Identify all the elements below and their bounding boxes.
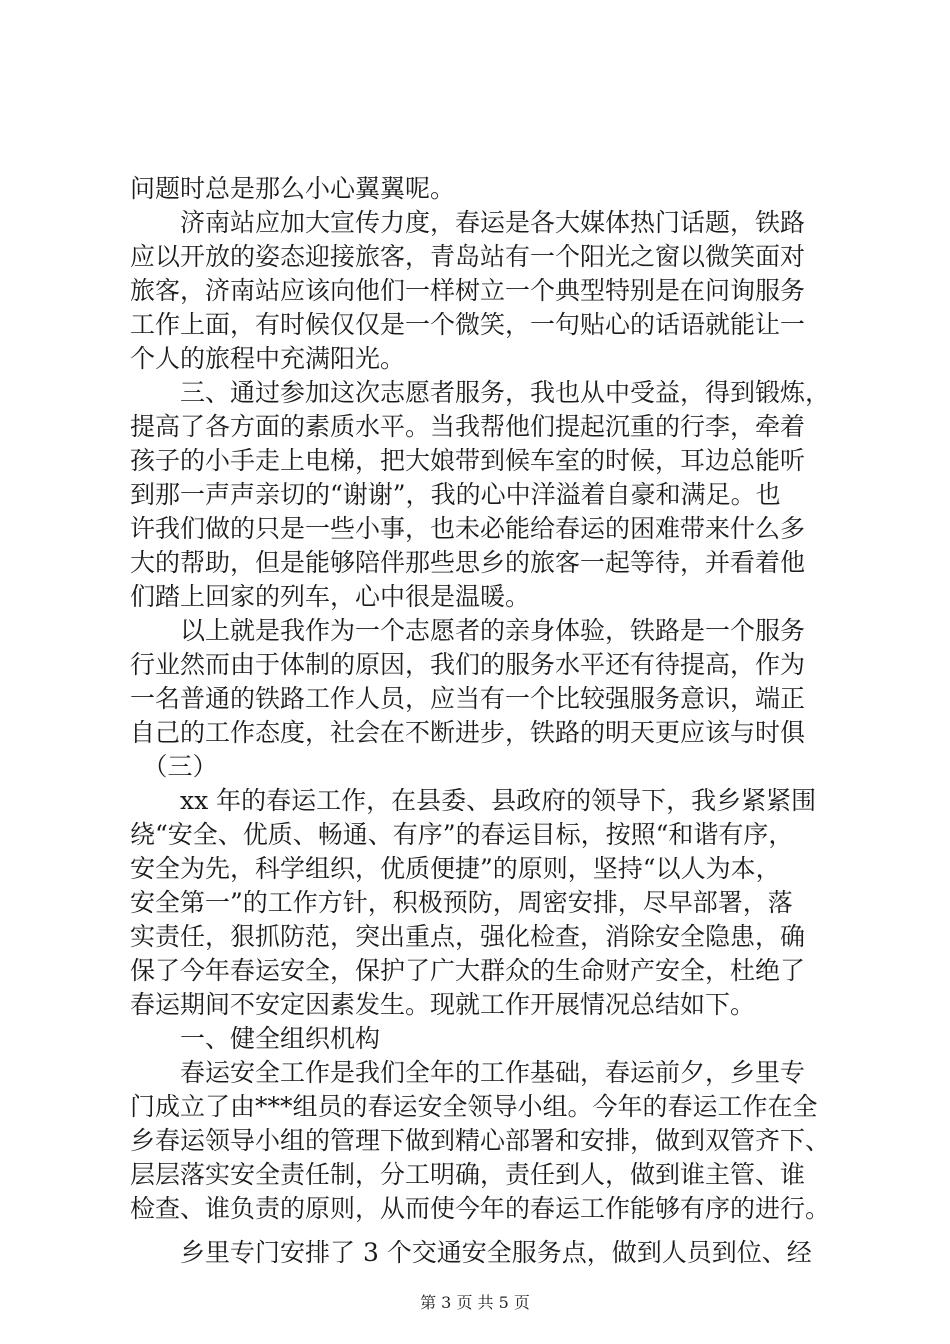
page-footer (0, 1290, 950, 1313)
text-line: 春运期间不安定因素发生。现就工作开展情况总结如下。 (130, 990, 756, 1019)
text-line: 检查、谁负责的原则，从而使今年的春运工作能够有序的进行。 (130, 1194, 831, 1223)
text-line: 实责任，狠抓防范，突出重点，强化检查，消除安全隐患，确 (130, 922, 806, 951)
page-number-label: 第 3 页 共 5 页 (420, 1293, 530, 1312)
text-line: 门成立了由***组员的春运安全领导小组。今年的春运工作在全 (130, 1092, 818, 1121)
subsection-heading: 一、健全组织机构 (130, 1024, 381, 1053)
text-line: 提高了各方面的素质水平。当我帮他们提起沉重的行李，牵着 (130, 412, 806, 441)
text-line: 以上就是我作为一个志愿者的亲身体验，铁路是一个服务 (130, 616, 806, 645)
text-line: 应以开放的姿态迎接旅客，青岛站有一个阳光之窗以微笑面对 (130, 242, 806, 271)
section-heading: （三） (130, 752, 218, 781)
text-line: 乡里专门安排了 3 个交通安全服务点，做到人员到位、经 (130, 1238, 812, 1267)
text-line: 安全为先，科学组织，优质便捷”的原则，坚持“以人为本， (130, 854, 781, 883)
text-line: 春运安全工作是我们全年的工作基础，春运前夕，乡里专 (130, 1058, 806, 1087)
text-line: 们踏上回家的列车，心中很是温暖。 (130, 582, 531, 611)
text-line: 三、通过参加这次志愿者服务，我也从中受益，得到锻炼， (130, 378, 831, 407)
text-line: 一名普通的铁路工作人员，应当有一个比较强服务意识，端正 (130, 684, 806, 713)
text-line: 安全第一”的工作方针，积极预防，周密安排，尽早部署，落 (130, 888, 793, 917)
text-line: 问题时总是那么小心翼翼呢。 (130, 174, 456, 203)
text-line: xx 年的春运工作，在县委、县政府的领导下，我乡紧紧围 (130, 786, 817, 815)
text-line: 乡春运领导小组的管理下做到精心部署和安排，做到双管齐下、 (130, 1126, 831, 1155)
text-line: 个人的旅程中充满阳光。 (130, 344, 406, 373)
text-line: 旅客，济南站应该向他们一样树立一个典型特别是在问询服务 (130, 276, 806, 305)
text-line: 保了今年春运安全，保护了广大群众的生命财产安全，杜绝了 (130, 956, 806, 985)
text-line: 大的帮助，但是能够陪伴那些思乡的旅客一起等待，并看着他 (130, 548, 806, 577)
text-line: 绕“安全、优质、畅通、有序”的春运目标，按照“和谐有序， (130, 820, 794, 849)
text-line: 孩子的小手走上电梯，把大娘带到候车室的时候，耳边总能听 (130, 446, 806, 475)
text-line: 层层落实安全责任制，分工明确，责任到人，做到谁主管、谁 (130, 1160, 806, 1189)
text-line: 自己的工作态度，社会在不断进步，铁路的明天更应该与时俱 (130, 718, 806, 747)
text-line: 行业然而由于体制的原因，我们的服务水平还有待提高，作为 (130, 650, 806, 679)
text-line: 到那一声声亲切的“谢谢”，我的心中洋溢着自豪和满足。也 (130, 480, 781, 509)
text-line: 许我们做的只是一些小事，也未必能给春运的困难带来什么多 (130, 514, 806, 543)
text-line: 济南站应加大宣传力度，春运是各大媒体热门话题，铁路 (130, 208, 806, 237)
text-line: 工作上面，有时候仅仅是一个微笑，一句贴心的话语就能让一 (130, 310, 806, 339)
